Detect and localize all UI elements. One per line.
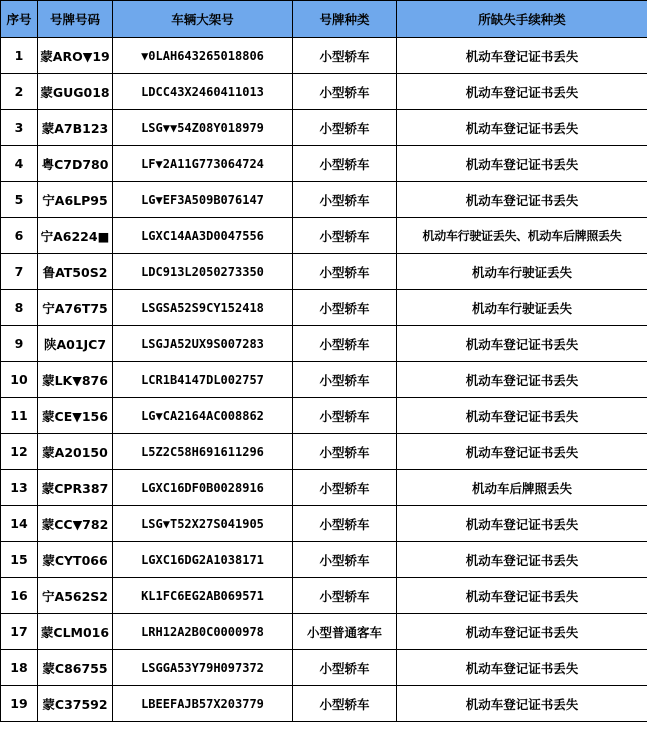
plate-type-cell: 小型普通客车 (293, 614, 397, 650)
plate-number-cell: 蒙A20150 (38, 434, 113, 470)
plate-number-cell: 宁A6224■ (38, 218, 113, 254)
missing-docs-cell: 机动车登记证书丢失 (397, 74, 647, 110)
table-header (1, 1, 647, 38)
row-number-cell: 9 (1, 326, 38, 362)
plate-type-cell: 小型轿车 (293, 470, 397, 506)
row-number-cell: 12 (1, 434, 38, 470)
missing-docs-cell: 机动车行驶证丢失 (397, 290, 647, 326)
missing-docs-cell: 机动车登记证书丢失 (397, 326, 647, 362)
table-row (1, 74, 647, 110)
vin-cell: LRH12A2B0C0000978 (113, 614, 293, 650)
vin-cell: LGXC14AA3D0047556 (113, 218, 293, 254)
plate-type-cell: 小型轿车 (293, 182, 397, 218)
plate-type-cell: 小型轿车 (293, 254, 397, 290)
plate-number-cell: 蒙C37592 (38, 686, 113, 722)
plate-number-cell: 蒙CPR387 (38, 470, 113, 506)
table-row (1, 362, 647, 398)
row-number-cell: 14 (1, 506, 38, 542)
plate-number-cell: 宁A76T75 (38, 290, 113, 326)
row-number-cell: 5 (1, 182, 38, 218)
missing-docs-cell: 机动车登记证书丢失 (397, 398, 647, 434)
row-number-cell: 4 (1, 146, 38, 182)
plate-type-cell: 小型轿车 (293, 398, 397, 434)
column-header-plate-type: 号牌种类 (293, 1, 397, 38)
plate-type-cell: 小型轿车 (293, 578, 397, 614)
column-header-vin: 车辆大架号 (113, 1, 293, 38)
plate-type-cell: 小型轿车 (293, 434, 397, 470)
column-header-no: 序号 (1, 1, 38, 38)
column-header-missing-docs: 所缺失手续种类 (397, 1, 647, 38)
vin-cell: LCR1B4147DL002757 (113, 362, 293, 398)
vin-cell: LG▼CA2164AC008862 (113, 398, 293, 434)
row-number-cell: 16 (1, 578, 38, 614)
table-row (1, 182, 647, 218)
missing-docs-cell: 机动车登记证书丢失 (397, 686, 647, 722)
table-row (1, 38, 647, 74)
row-number-cell: 19 (1, 686, 38, 722)
missing-docs-cell: 机动车登记证书丢失 (397, 542, 647, 578)
plate-type-cell: 小型轿车 (293, 542, 397, 578)
plate-number-cell: 宁A562S2 (38, 578, 113, 614)
table-row (1, 254, 647, 290)
row-number-cell: 8 (1, 290, 38, 326)
row-number-cell: 2 (1, 74, 38, 110)
plate-number-cell: 宁A6LP95 (38, 182, 113, 218)
table-row (1, 110, 647, 146)
plate-number-cell: 蒙CE▼156 (38, 398, 113, 434)
table-row (1, 290, 647, 326)
missing-docs-cell: 机动车登记证书丢失 (397, 434, 647, 470)
row-number-cell: 1 (1, 38, 38, 74)
plate-number-cell: 蒙ARO▼19 (38, 38, 113, 74)
missing-docs-cell: 机动车登记证书丢失 (397, 38, 647, 74)
plate-type-cell: 小型轿车 (293, 110, 397, 146)
vin-cell: LSG▼T52X27S041905 (113, 506, 293, 542)
plate-number-cell: 蒙CYT066 (38, 542, 113, 578)
vin-cell: LSGGA53Y79H097372 (113, 650, 293, 686)
plate-type-cell: 小型轿车 (293, 650, 397, 686)
table-row (1, 470, 647, 506)
vin-cell: LGXC16DF0B0028916 (113, 470, 293, 506)
table-row (1, 578, 647, 614)
vin-cell: KL1FC6EG2AB069571 (113, 578, 293, 614)
plate-type-cell: 小型轿车 (293, 686, 397, 722)
row-number-cell: 7 (1, 254, 38, 290)
column-header-plate: 号牌号码 (38, 1, 113, 38)
plate-type-cell: 小型轿车 (293, 290, 397, 326)
missing-docs-cell: 机动车登记证书丢失 (397, 650, 647, 686)
table-row (1, 326, 647, 362)
plate-type-cell: 小型轿车 (293, 74, 397, 110)
row-number-cell: 3 (1, 110, 38, 146)
table-row (1, 542, 647, 578)
row-number-cell: 18 (1, 650, 38, 686)
table-row (1, 434, 647, 470)
plate-number-cell: 粤C7D780 (38, 146, 113, 182)
vin-cell: L5Z2C58H691611296 (113, 434, 293, 470)
plate-number-cell: 陕A01JC7 (38, 326, 113, 362)
row-number-cell: 15 (1, 542, 38, 578)
plate-type-cell: 小型轿车 (293, 218, 397, 254)
plate-type-cell: 小型轿车 (293, 362, 397, 398)
vin-cell: LBEEFAJB57X203779 (113, 686, 293, 722)
missing-docs-cell: 机动车行驶证丢失 (397, 254, 647, 290)
missing-docs-cell: 机动车登记证书丢失 (397, 578, 647, 614)
plate-number-cell: 鲁AT50S2 (38, 254, 113, 290)
vin-cell: LF▼2A11G773064724 (113, 146, 293, 182)
vin-cell: LSGJA52UX9S007283 (113, 326, 293, 362)
table-row (1, 650, 647, 686)
vin-cell: LGXC16DG2A1038171 (113, 542, 293, 578)
missing-docs-cell: 机动车登记证书丢失 (397, 182, 647, 218)
plate-type-cell: 小型轿车 (293, 38, 397, 74)
table-row (1, 686, 647, 722)
table-row (1, 218, 647, 254)
vin-cell: LSG▼▼54Z08Y018979 (113, 110, 293, 146)
row-number-cell: 6 (1, 218, 38, 254)
row-number-cell: 13 (1, 470, 38, 506)
plate-number-cell: 蒙GUG018 (38, 74, 113, 110)
vin-cell: ▼0LAH643265018806 (113, 38, 293, 74)
table-row (1, 506, 647, 542)
vin-cell: LDCC43X2460411013 (113, 74, 293, 110)
missing-docs-cell: 机动车后牌照丢失 (397, 470, 647, 506)
plate-number-cell: 蒙A7B123 (38, 110, 113, 146)
plate-number-cell: 蒙CC▼782 (38, 506, 113, 542)
missing-docs-cell: 机动车登记证书丢失 (397, 146, 647, 182)
vin-cell: LSGSA52S9CY152418 (113, 290, 293, 326)
row-number-cell: 17 (1, 614, 38, 650)
plate-type-cell: 小型轿车 (293, 326, 397, 362)
plate-number-cell: 蒙LK▼876 (38, 362, 113, 398)
vin-cell: LDC913L2050273350 (113, 254, 293, 290)
missing-docs-cell: 机动车登记证书丢失 (397, 506, 647, 542)
missing-docs-cell: 机动车登记证书丢失 (397, 614, 647, 650)
row-number-cell: 11 (1, 398, 38, 434)
table-body (1, 38, 647, 722)
plate-number-cell: 蒙C86755 (38, 650, 113, 686)
plate-type-cell: 小型轿车 (293, 146, 397, 182)
header-row (1, 1, 647, 38)
plate-type-cell: 小型轿车 (293, 506, 397, 542)
missing-docs-cell: 机动车登记证书丢失 (397, 110, 647, 146)
missing-docs-cell: 机动车登记证书丢失 (397, 362, 647, 398)
table-row (1, 398, 647, 434)
vin-cell: LG▼EF3A509B076147 (113, 182, 293, 218)
row-number-cell: 10 (1, 362, 38, 398)
table-row (1, 614, 647, 650)
missing-docs-cell: 机动车行驶证丢失、机动车后牌照丢失 (397, 218, 647, 254)
plate-number-cell: 蒙CLM016 (38, 614, 113, 650)
table-row (1, 146, 647, 182)
